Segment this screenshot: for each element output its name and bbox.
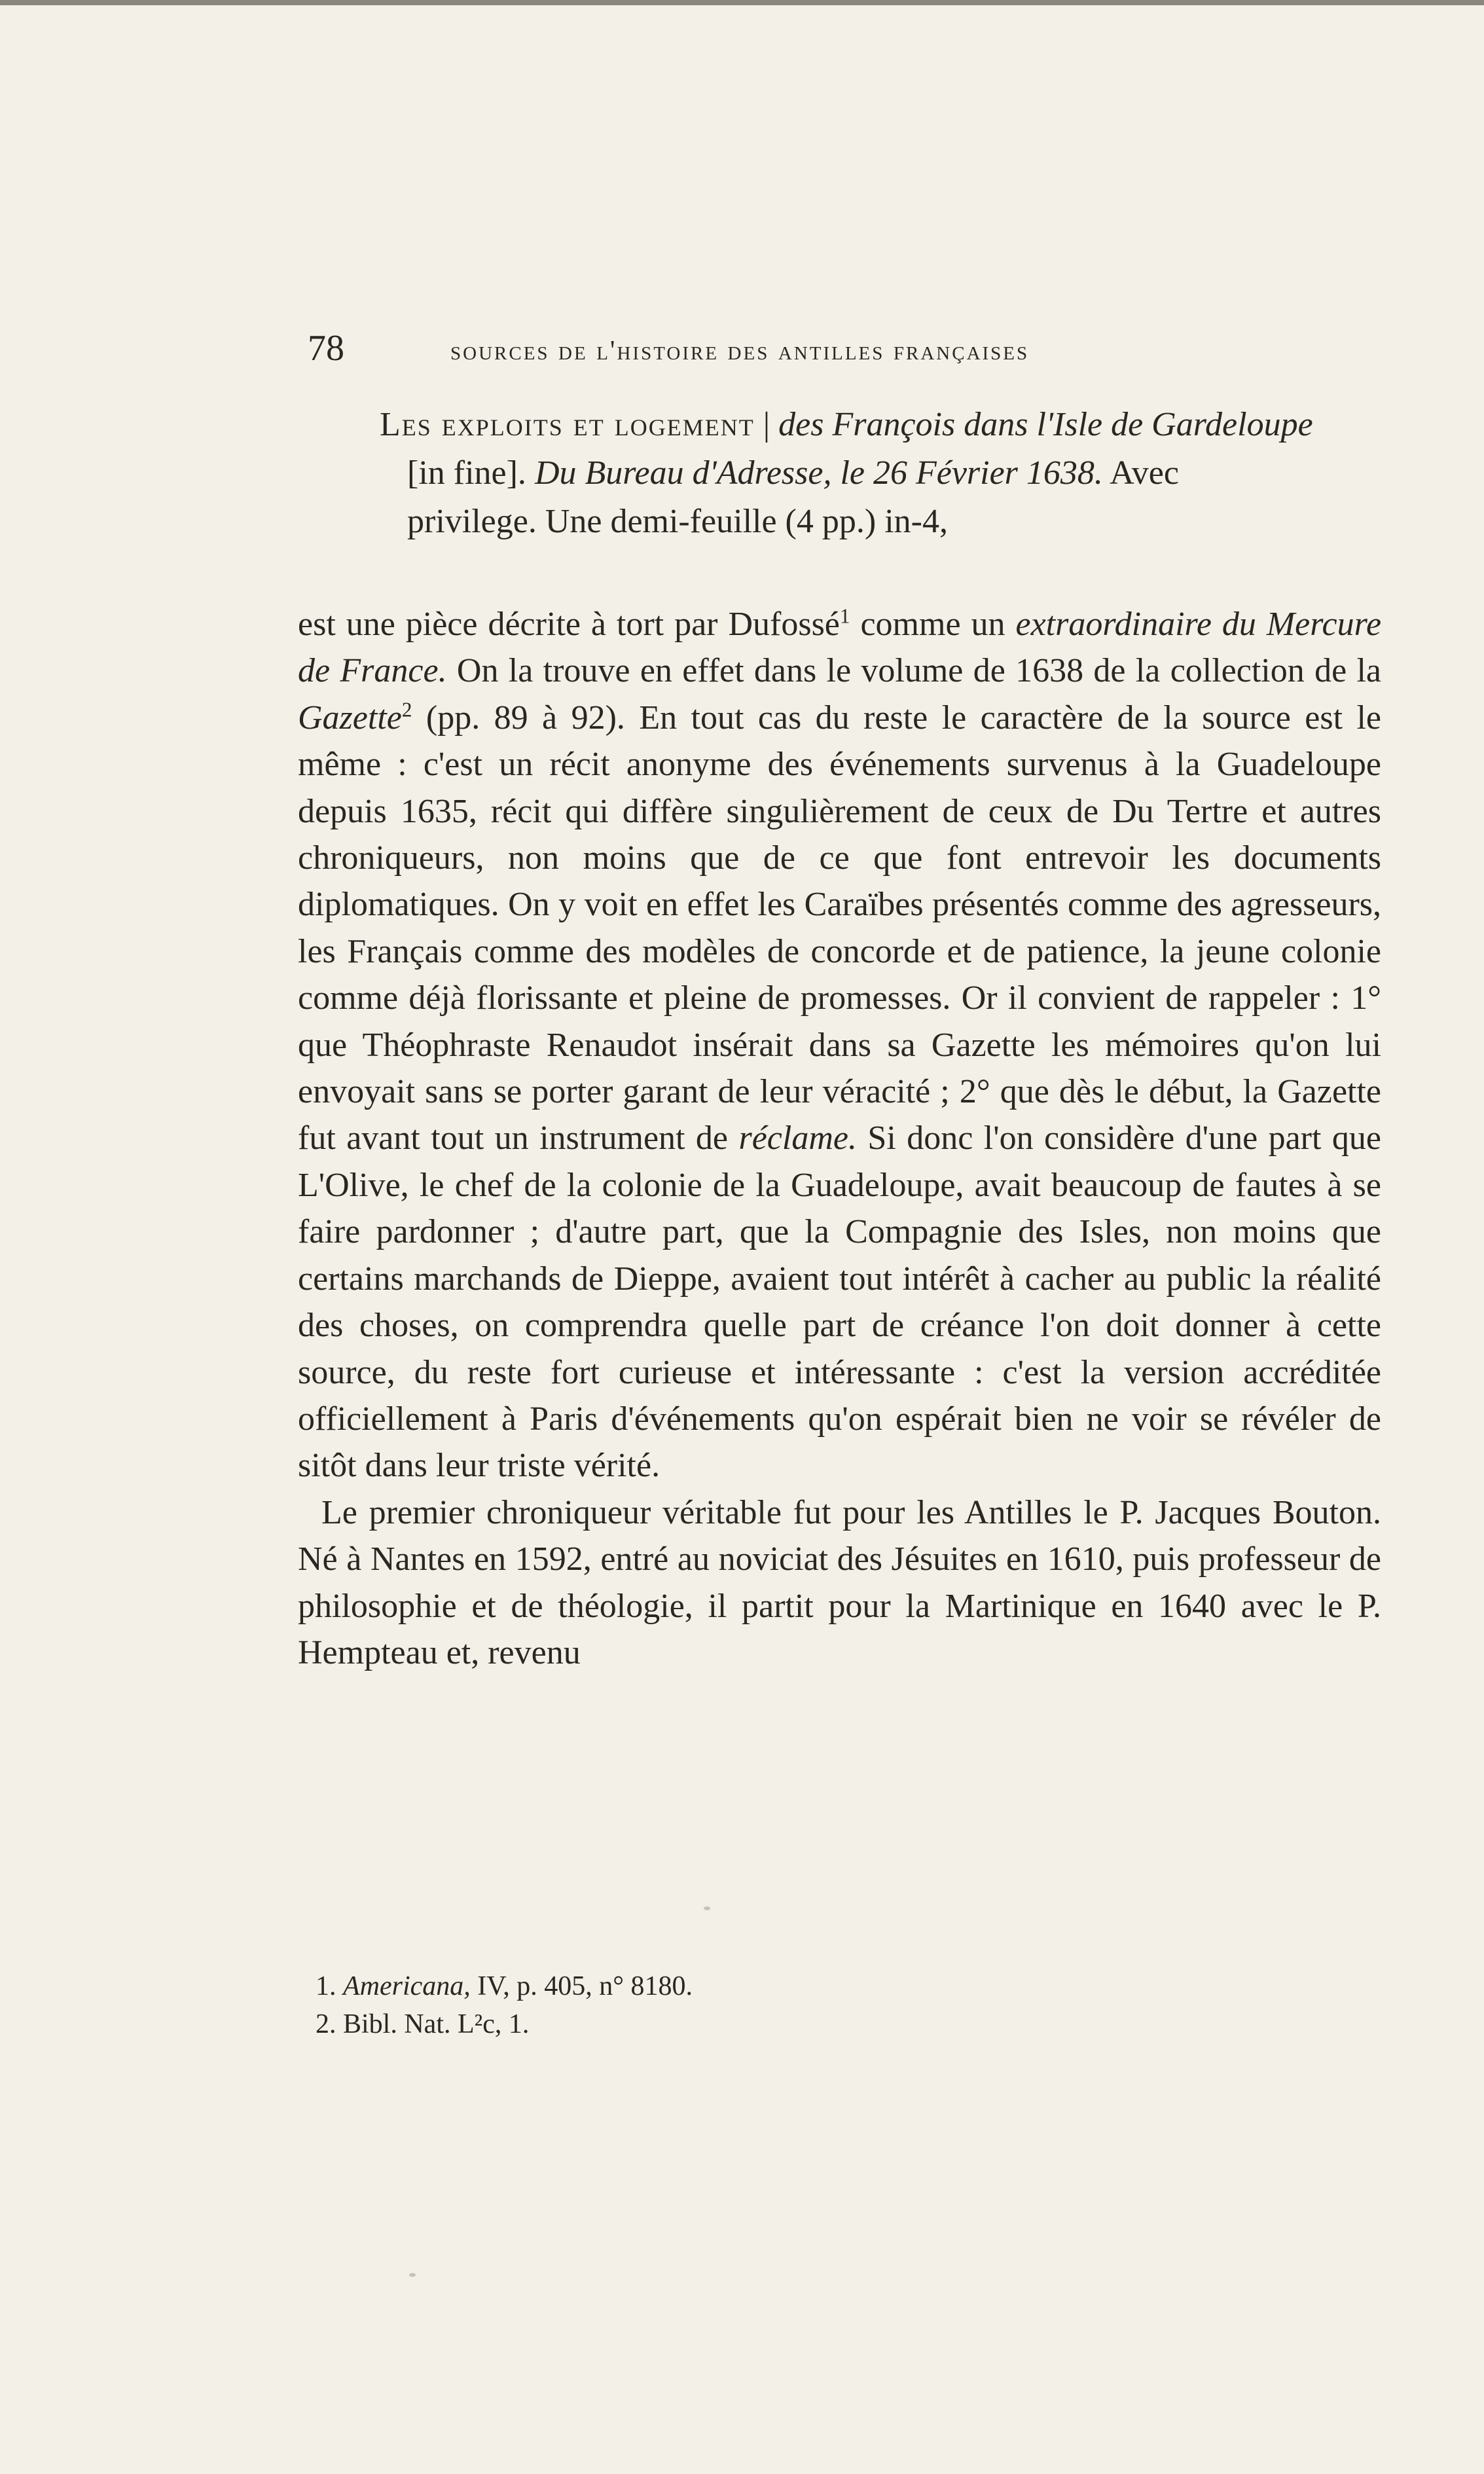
biblio-title-italic: des François dans l'Isle de Gardeloupe (778, 406, 1313, 443)
footnote-1 (316, 1967, 1167, 2005)
p1-text-a: est une pièce décrite à tort par Dufossé (298, 606, 840, 643)
p1-text-d: (pp. 89 à 92). En tout cas du reste le caractère de la source est le même : c'est un récit anonyme des événements survenus à la Guadeloupe depuis 1635, récit qui diffère singulièrement de ceux de Du Tertre et autres chroniqueurs, non moins que de ce que font entrevoir les documents diplomatiques. On y voit en effet les Caraïbes présentés comme des agresseurs, les Français comme des modèles de concorde et de patience, la jeune colonie comme déjà florissante et pleine de promesses. Or il convient de rappeler : 1° que Théophraste Renaudot insérait dans sa Gazette les mémoires qu'on lui envoyait sans se porter garant de leur véracité ; 2° que dès le début, la Gazette fut avant tout un instrument de (298, 699, 1381, 1157)
body-text (298, 601, 1381, 1676)
paragraph-2: Le premier chroniqueur véritable fut pour les Antilles le P. Jacques Bouton. Né à Nantes en 1592, entré au noviciat des Jésuites en 1610, puis professeur de philosophie et de théologie, il partit pour la Martinique en 1640 avec le P. Hempteau et, revenu (298, 1493, 1381, 1671)
page-number: 78 (308, 328, 344, 369)
biblio-in-fine: [in fine]. (407, 454, 526, 492)
paragraph-1 (298, 601, 1381, 1489)
footnote-1-text: IV, p. 405, n° 8180. (477, 1971, 693, 2001)
footnote-2-number: 2. (316, 2009, 336, 2039)
p1-italic-gazette: Gazette (298, 699, 402, 737)
footnote-ref-1: 1 (839, 604, 850, 628)
footnote-ref-2: 2 (401, 698, 412, 721)
footnote-1-number: 1. (316, 1971, 336, 2001)
p1-text-b: comme un (860, 606, 1005, 643)
biblio-separator: | (763, 406, 770, 443)
biblio-imprint-line (380, 449, 1381, 498)
running-title: sources de l'histoire des antilles françaises (450, 336, 1030, 366)
footnotes (316, 1967, 1167, 2043)
biblio-privilege: privilege. Une demi-feuille (4 pp.) in-4, (407, 503, 948, 540)
p1-italic-reclame: réclame. (738, 1119, 857, 1157)
footnote-1-italic: Americana, (343, 1971, 471, 2001)
paper-speck (409, 2273, 416, 2277)
biblio-avec: Avec (1110, 454, 1179, 492)
page-header (308, 327, 1381, 380)
p1-italic-mercure: extraordinaire du Mercure de France. (298, 606, 1382, 690)
paper-speck (704, 1906, 710, 1910)
bibliographic-entry (380, 401, 1381, 546)
p1-text-e: Si donc l'on considère d'une part que L'Olive, le chef de la colonie de la Guadeloupe, avait beaucoup de fautes à se faire pardonner ; d'autre part, que la Compagnie des Isles, non moins que certains marchands de Dieppe, avaient tout intérêt à cacher au public la réalité des choses, on comprendra quelle part de créance l'on doit donner à cette source, du reste fort curieuse et intéressante : c'est la version accréditée officiellement à Paris d'événements qu'on espérait bien ne voir se révéler de sitôt dans leur triste vérité. (298, 1119, 1381, 1485)
biblio-imprint: Du Bureau d'Adresse, le 26 Février 1638. (534, 454, 1103, 492)
footnote-2-text: Bibl. Nat. L²c, 1. (343, 2009, 530, 2039)
p1-text-c: On la trouve en effet dans le volume de 1638 de la collection de la (456, 652, 1382, 690)
biblio-title-smallcaps: Les exploits et logement (380, 406, 755, 443)
footnote-2 (316, 2005, 1167, 2043)
